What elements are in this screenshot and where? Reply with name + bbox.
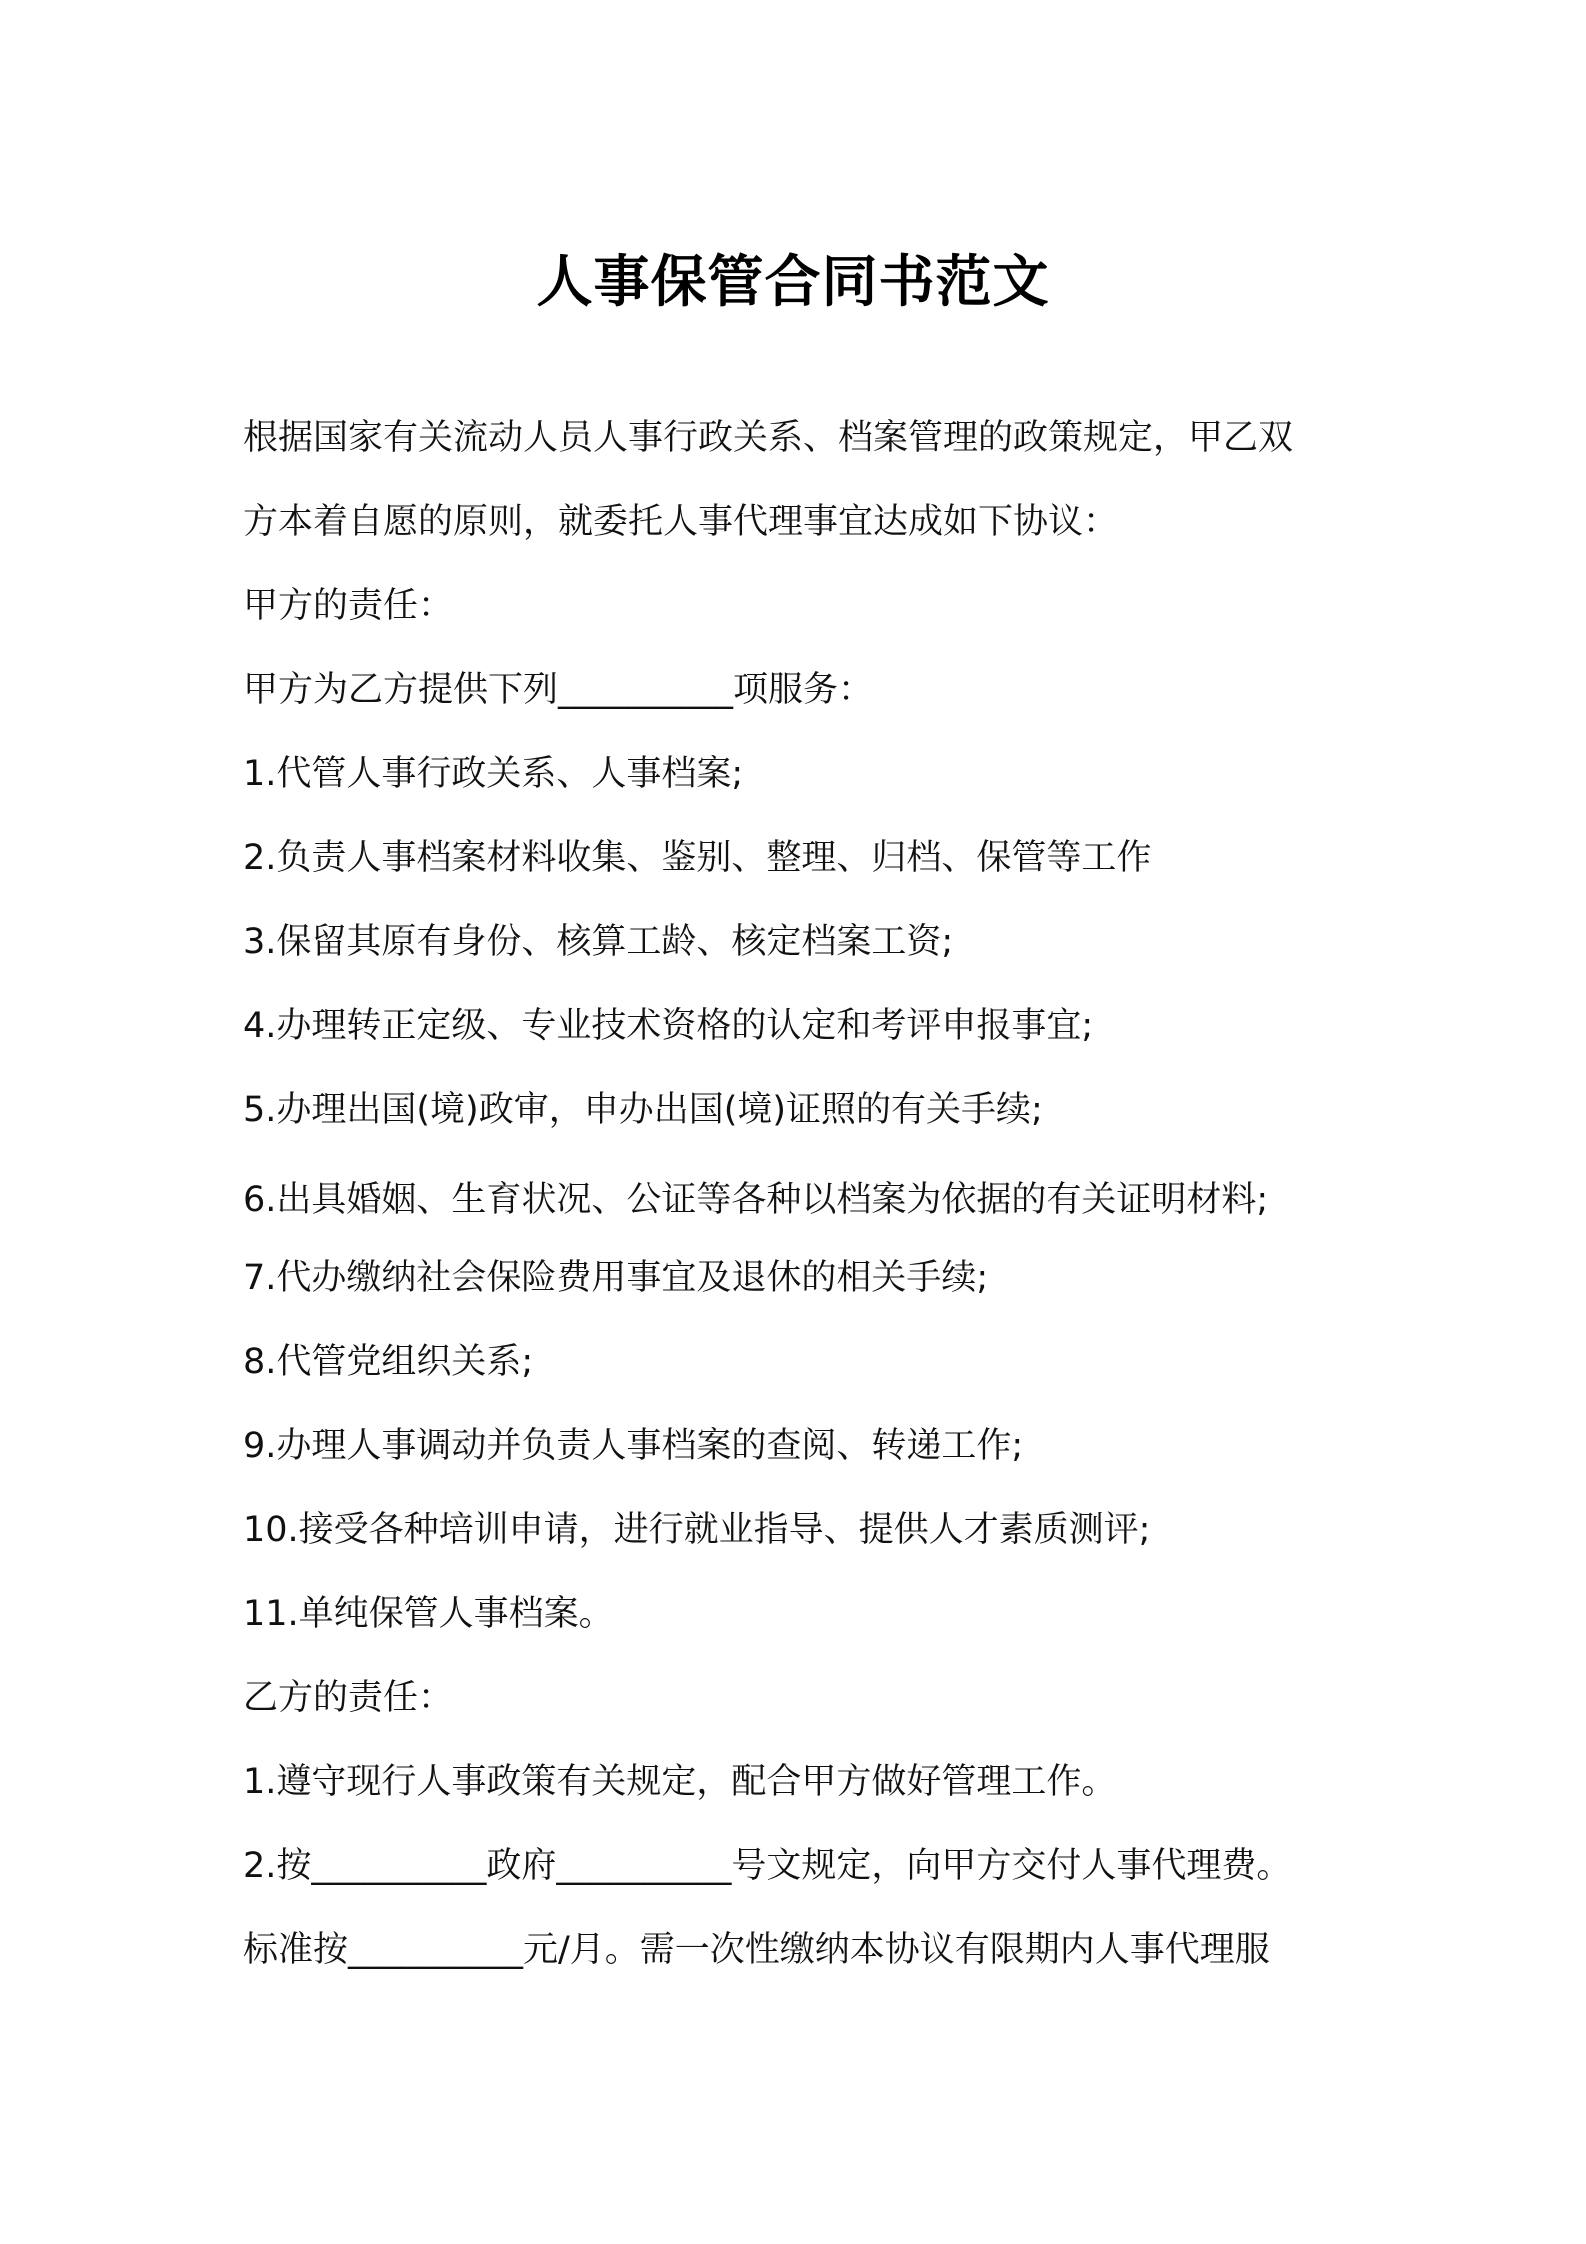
list-item-a2: 2.负责人事档案材料收集、鉴别、整理、归档、保管等工作 <box>243 838 1152 878</box>
list-item-a5: 5.办理出国(境)政审，申办出国(境)证照的有关手续; <box>243 1090 1043 1130</box>
paragraph-line-2: 方本着自愿的原则，就委托人事代理事宜达成如下协议： <box>243 502 1119 542</box>
list-item-a4: 4.办理转正定级、专业技术资格的认定和考评申报事宜; <box>243 1006 1094 1046</box>
list-item-a11: 11.单纯保管人事档案。 <box>243 1594 614 1634</box>
list-item-a1: 1.代管人事行政关系、人事档案; <box>243 754 744 794</box>
list-item-a7: 7.代办缴纳社会保险费用事宜及退休的相关手续; <box>243 1258 989 1298</box>
document-body-continued <box>243 1159 1353 1993</box>
list-item-a9: 9.办理人事调动并负责人事档案的查阅、转递工作; <box>243 1426 1024 1466</box>
list-item-a3: 3.保留其原有身份、核算工龄、核定档案工资; <box>243 922 954 962</box>
list-item-b1: 1.遵守现行人事政策有关规定，配合甲方做好管理工作。 <box>243 1762 1117 1802</box>
section-heading-party-a: 甲方的责任： <box>243 586 454 626</box>
document-body <box>243 396 1353 1152</box>
list-item-a8: 8.代管党组织关系; <box>243 1342 534 1382</box>
list-item-b2: 2.按__________政府__________号文规定，向甲方交付人事代理费。 <box>243 1846 1292 1886</box>
section-heading-party-b: 乙方的责任： <box>243 1678 454 1718</box>
paragraph-line-1: 根据国家有关流动人员人事行政关系、档案管理的政策规定，甲乙双 <box>243 418 1294 458</box>
list-item-a6: 6.出具婚姻、生育状况、公证等各种以档案为依据的有关证明材料; <box>243 1180 1269 1220</box>
list-item-a10: 10.接受各种培训申请，进行就业指导、提供人才素质测评; <box>243 1510 1151 1550</box>
document-title: 人事保管合同书范文 <box>536 249 1050 315</box>
services-intro-line: 甲方为乙方提供下列__________项服务： <box>243 670 874 710</box>
list-item-b3: 标准按__________元/月。需一次性缴纳本协议有限期内人事代理服 <box>243 1930 1270 1970</box>
